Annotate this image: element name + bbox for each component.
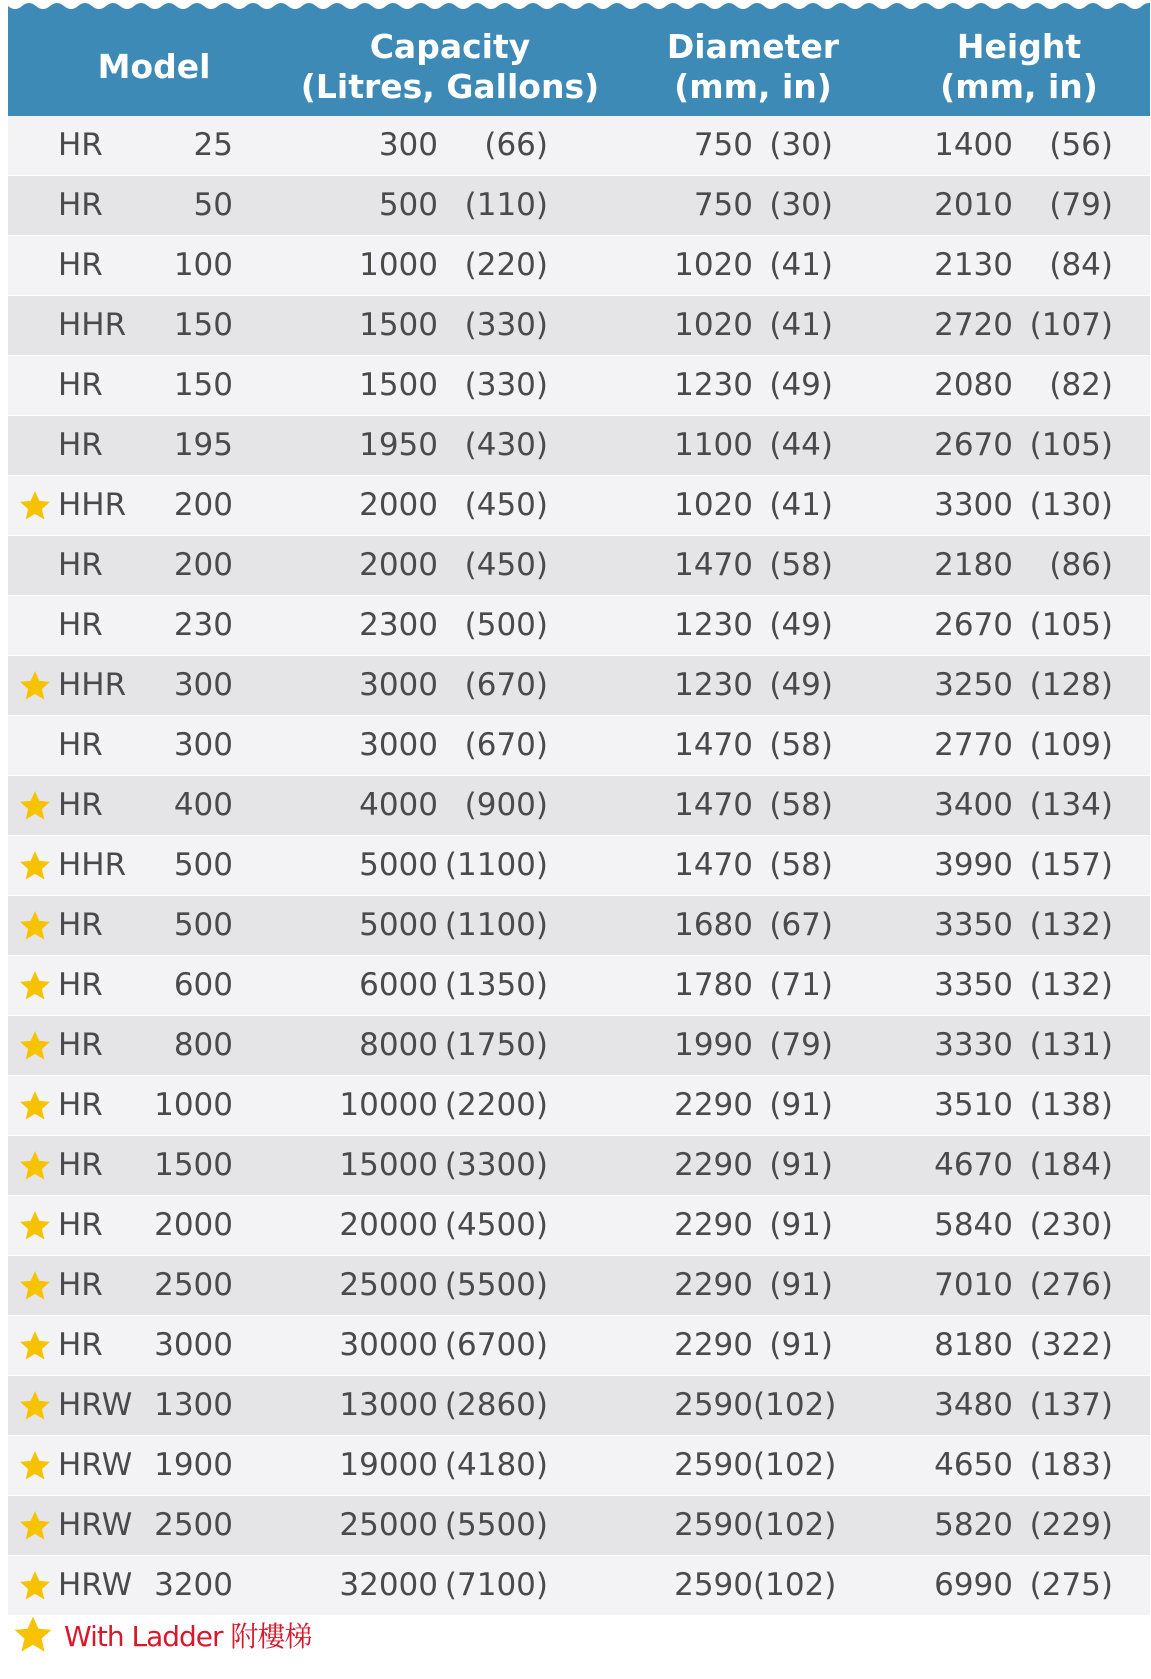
diameter-mm: 1470 (674, 547, 753, 583)
model-number: 100 (173, 247, 233, 283)
height-in: (229) (1029, 1507, 1113, 1543)
diameter-in: (30) (769, 187, 833, 223)
model-number: 1900 (154, 1447, 233, 1483)
diameter-mm: 1020 (674, 307, 753, 343)
height-mm: 3400 (934, 787, 1013, 823)
capacity-litres: 1500 (359, 367, 438, 403)
star-icon (18, 1269, 52, 1303)
height-in: (86) (1049, 547, 1113, 583)
capacity-gallons: (450) (464, 487, 548, 523)
capacity-litres: 4000 (359, 787, 438, 823)
model-number: 2500 (154, 1507, 233, 1543)
height-mm: 2010 (934, 187, 1013, 223)
header-capacity (300, 22, 600, 112)
height-in: (109) (1029, 727, 1113, 763)
model-prefix: HR (58, 427, 103, 463)
model-number: 2000 (154, 1207, 233, 1243)
diameter-in: (49) (769, 367, 833, 403)
star-icon (12, 1614, 54, 1656)
capacity-litres: 5000 (359, 847, 438, 883)
wave-border (8, 0, 1150, 18)
table-row (8, 176, 1150, 236)
capacity-litres: 10000 (339, 1087, 438, 1123)
table-row (8, 296, 1150, 356)
height-mm: 8180 (934, 1327, 1013, 1363)
table-row (8, 476, 1150, 536)
diameter-in: (49) (769, 667, 833, 703)
model-prefix: HR (58, 1087, 103, 1123)
table-row (8, 1076, 1150, 1136)
model-prefix: HRW (58, 1507, 133, 1543)
height-mm: 3250 (934, 667, 1013, 703)
diameter-mm: 1020 (674, 247, 753, 283)
capacity-gallons: (6700) (444, 1327, 548, 1363)
diameter-in: (71) (769, 967, 833, 1003)
diameter-mm: 2590 (674, 1567, 753, 1603)
capacity-litres: 13000 (339, 1387, 438, 1423)
capacity-gallons: (330) (464, 367, 548, 403)
capacity-gallons: (4500) (444, 1207, 548, 1243)
capacity-litres: 1500 (359, 307, 438, 343)
capacity-gallons: (1350) (444, 967, 548, 1003)
diameter-mm: 1230 (674, 607, 753, 643)
diameter-mm: 2590 (674, 1447, 753, 1483)
height-in: (105) (1029, 427, 1113, 463)
height-mm: 2180 (934, 547, 1013, 583)
table-row (8, 536, 1150, 596)
capacity-gallons: (1750) (444, 1027, 548, 1063)
height-in: (79) (1049, 187, 1113, 223)
diameter-in: (91) (769, 1087, 833, 1123)
table-row (8, 236, 1150, 296)
height-mm: 6990 (934, 1567, 1013, 1603)
diameter-in: (102) (753, 1447, 837, 1483)
model-number: 150 (173, 367, 233, 403)
capacity-gallons: (500) (464, 607, 548, 643)
model-prefix: HR (58, 367, 103, 403)
model-number: 3000 (154, 1327, 233, 1363)
diameter-in: (91) (769, 1267, 833, 1303)
capacity-gallons: (66) (484, 127, 548, 163)
diameter-in: (67) (769, 907, 833, 943)
table-row (8, 1196, 1150, 1256)
star-icon (18, 1329, 52, 1363)
model-number: 200 (173, 547, 233, 583)
diameter-mm: 1020 (674, 487, 753, 523)
table-row (8, 1376, 1150, 1436)
diameter-in: (41) (769, 247, 833, 283)
model-prefix: HR (58, 247, 103, 283)
table-row (8, 776, 1150, 836)
height-mm: 2130 (934, 247, 1013, 283)
capacity-gallons: (1100) (444, 907, 548, 943)
capacity-gallons: (900) (464, 787, 548, 823)
table-row (8, 596, 1150, 656)
capacity-litres: 30000 (339, 1327, 438, 1363)
legend (12, 1610, 311, 1660)
model-number: 600 (173, 967, 233, 1003)
diameter-mm: 1990 (674, 1027, 753, 1063)
table-row (8, 1496, 1150, 1556)
model-number: 230 (173, 607, 233, 643)
table-row (8, 1316, 1150, 1376)
table-row (8, 356, 1150, 416)
height-in: (130) (1029, 487, 1113, 523)
diameter-in: (44) (769, 427, 833, 463)
diameter-in: (58) (769, 847, 833, 883)
star-icon (18, 1149, 52, 1183)
table-row (8, 116, 1150, 176)
model-prefix: HR (58, 547, 103, 583)
capacity-gallons: (670) (464, 667, 548, 703)
model-prefix: HR (58, 1267, 103, 1303)
header-diameter-units: (mm, in) (674, 67, 832, 106)
capacity-gallons: (2860) (444, 1387, 548, 1423)
model-number: 300 (173, 667, 233, 703)
diameter-mm: 1470 (674, 787, 753, 823)
height-in: (105) (1029, 607, 1113, 643)
model-prefix: HR (58, 1027, 103, 1063)
model-number: 800 (173, 1027, 233, 1063)
height-in: (137) (1029, 1387, 1113, 1423)
header-height-units: (mm, in) (940, 67, 1098, 106)
capacity-litres: 500 (378, 187, 438, 223)
capacity-litres: 1000 (359, 247, 438, 283)
diameter-mm: 1230 (674, 367, 753, 403)
model-number: 500 (173, 847, 233, 883)
height-mm: 2080 (934, 367, 1013, 403)
capacity-litres: 8000 (359, 1027, 438, 1063)
diameter-in: (91) (769, 1327, 833, 1363)
diameter-in: (49) (769, 607, 833, 643)
height-in: (230) (1029, 1207, 1113, 1243)
model-number: 200 (173, 487, 233, 523)
diameter-in: (91) (769, 1147, 833, 1183)
star-icon (18, 669, 52, 703)
model-prefix: HHR (58, 847, 127, 883)
header-height (888, 22, 1150, 112)
header-diameter (618, 22, 888, 112)
height-mm: 5840 (934, 1207, 1013, 1243)
model-prefix: HR (58, 1327, 103, 1363)
legend-text: With Ladder 附樓梯 (64, 1620, 312, 1653)
diameter-mm: 1230 (674, 667, 753, 703)
star-icon (18, 789, 52, 823)
capacity-gallons: (450) (464, 547, 548, 583)
capacity-litres: 2000 (359, 487, 438, 523)
diameter-in: (102) (753, 1507, 837, 1543)
capacity-litres: 20000 (339, 1207, 438, 1243)
capacity-litres: 5000 (359, 907, 438, 943)
table-row (8, 1436, 1150, 1496)
table-row (8, 1556, 1150, 1616)
model-prefix: HRW (58, 1387, 133, 1423)
capacity-litres: 3000 (359, 667, 438, 703)
model-prefix: HR (58, 967, 103, 1003)
height-mm: 2670 (934, 427, 1013, 463)
star-icon (18, 969, 52, 1003)
capacity-gallons: (5500) (444, 1507, 548, 1543)
height-mm: 4650 (934, 1447, 1013, 1483)
capacity-litres: 3000 (359, 727, 438, 763)
model-prefix: HR (58, 127, 103, 163)
capacity-gallons: (1100) (444, 847, 548, 883)
height-mm: 7010 (934, 1267, 1013, 1303)
capacity-litres: 19000 (339, 1447, 438, 1483)
model-number: 300 (173, 727, 233, 763)
capacity-gallons: (430) (464, 427, 548, 463)
table-body (8, 116, 1150, 1616)
diameter-mm: 1470 (674, 847, 753, 883)
capacity-litres: 15000 (339, 1147, 438, 1183)
capacity-litres: 300 (378, 127, 438, 163)
diameter-mm: 2590 (674, 1507, 753, 1543)
height-mm: 2670 (934, 607, 1013, 643)
model-prefix: HHR (58, 667, 127, 703)
table-row (8, 716, 1150, 776)
capacity-litres: 6000 (359, 967, 438, 1003)
star-icon (18, 849, 52, 883)
diameter-in: (41) (769, 307, 833, 343)
table-row (8, 1016, 1150, 1076)
height-mm: 3350 (934, 967, 1013, 1003)
model-prefix: HR (58, 907, 103, 943)
height-mm: 5820 (934, 1507, 1013, 1543)
table-row (8, 1256, 1150, 1316)
model-prefix: HR (58, 1147, 103, 1183)
height-mm: 1400 (934, 127, 1013, 163)
capacity-gallons: (110) (464, 187, 548, 223)
diameter-in: (30) (769, 127, 833, 163)
model-number: 1000 (154, 1087, 233, 1123)
capacity-litres: 32000 (339, 1567, 438, 1603)
diameter-in: (102) (753, 1567, 837, 1603)
table-row (8, 1136, 1150, 1196)
model-prefix: HR (58, 727, 103, 763)
height-in: (131) (1029, 1027, 1113, 1063)
table-row (8, 896, 1150, 956)
diameter-mm: 1470 (674, 727, 753, 763)
height-in: (132) (1029, 907, 1113, 943)
capacity-gallons: (3300) (444, 1147, 548, 1183)
height-mm: 2720 (934, 307, 1013, 343)
capacity-litres: 2300 (359, 607, 438, 643)
height-in: (84) (1049, 247, 1113, 283)
height-in: (128) (1029, 667, 1113, 703)
height-in: (107) (1029, 307, 1113, 343)
star-icon (18, 1029, 52, 1063)
height-mm: 3350 (934, 907, 1013, 943)
height-mm: 3300 (934, 487, 1013, 523)
height-in: (276) (1029, 1267, 1113, 1303)
table-row (8, 416, 1150, 476)
height-mm: 4670 (934, 1147, 1013, 1183)
capacity-gallons: (2200) (444, 1087, 548, 1123)
diameter-mm: 2290 (674, 1267, 753, 1303)
star-icon (18, 1209, 52, 1243)
table-row (8, 956, 1150, 1016)
header-capacity-label: Capacity (369, 27, 531, 66)
diameter-in: (58) (769, 727, 833, 763)
header-height-label: Height (956, 27, 1082, 66)
capacity-litres: 1950 (359, 427, 438, 463)
diameter-in: (41) (769, 487, 833, 523)
capacity-litres: 25000 (339, 1267, 438, 1303)
model-number: 500 (173, 907, 233, 943)
table-row (8, 656, 1150, 716)
diameter-mm: 2290 (674, 1207, 753, 1243)
height-in: (322) (1029, 1327, 1113, 1363)
model-number: 1500 (154, 1147, 233, 1183)
height-in: (157) (1029, 847, 1113, 883)
height-mm: 3480 (934, 1387, 1013, 1423)
capacity-litres: 2000 (359, 547, 438, 583)
capacity-litres: 25000 (339, 1507, 438, 1543)
height-in: (183) (1029, 1447, 1113, 1483)
model-prefix: HR (58, 187, 103, 223)
spec-table (8, 0, 1150, 1616)
model-prefix: HR (58, 787, 103, 823)
height-in: (132) (1029, 967, 1113, 1003)
capacity-gallons: (330) (464, 307, 548, 343)
star-icon (18, 1569, 52, 1603)
star-icon (18, 909, 52, 943)
diameter-mm: 1100 (674, 427, 753, 463)
capacity-gallons: (670) (464, 727, 548, 763)
diameter-mm: 1780 (674, 967, 753, 1003)
model-prefix: HHR (58, 487, 127, 523)
capacity-gallons: (4180) (444, 1447, 548, 1483)
star-icon (18, 489, 52, 523)
diameter-mm: 2290 (674, 1327, 753, 1363)
height-mm: 2770 (934, 727, 1013, 763)
star-icon (18, 1089, 52, 1123)
model-number: 150 (173, 307, 233, 343)
model-number: 2500 (154, 1267, 233, 1303)
model-prefix: HR (58, 1207, 103, 1243)
diameter-mm: 2290 (674, 1147, 753, 1183)
diameter-mm: 750 (693, 127, 753, 163)
header-model-label: Model (97, 47, 211, 86)
diameter-in: (58) (769, 787, 833, 823)
capacity-gallons: (220) (464, 247, 548, 283)
diameter-mm: 2290 (674, 1087, 753, 1123)
model-number: 50 (193, 187, 233, 223)
model-prefix: HHR (58, 307, 127, 343)
height-mm: 3330 (934, 1027, 1013, 1063)
height-in: (134) (1029, 787, 1113, 823)
height-in: (138) (1029, 1087, 1113, 1123)
capacity-gallons: (5500) (444, 1267, 548, 1303)
diameter-mm: 750 (693, 187, 753, 223)
model-number: 1300 (154, 1387, 233, 1423)
height-in: (82) (1049, 367, 1113, 403)
height-in: (184) (1029, 1147, 1113, 1183)
model-number: 3200 (154, 1567, 233, 1603)
diameter-in: (79) (769, 1027, 833, 1063)
diameter-mm: 2590 (674, 1387, 753, 1423)
table-row (8, 836, 1150, 896)
diameter-in: (91) (769, 1207, 833, 1243)
diameter-in: (58) (769, 547, 833, 583)
star-icon (18, 1509, 52, 1543)
model-prefix: HRW (58, 1567, 133, 1603)
model-number: 400 (173, 787, 233, 823)
height-mm: 3510 (934, 1087, 1013, 1123)
header-model (8, 22, 300, 112)
height-in: (275) (1029, 1567, 1113, 1603)
height-mm: 3990 (934, 847, 1013, 883)
model-number: 195 (173, 427, 233, 463)
model-prefix: HR (58, 607, 103, 643)
capacity-gallons: (7100) (444, 1567, 548, 1603)
star-icon (18, 1449, 52, 1483)
table-header (8, 0, 1150, 116)
model-prefix: HRW (58, 1447, 133, 1483)
height-in: (56) (1049, 127, 1113, 163)
header-diameter-label: Diameter (666, 27, 840, 66)
diameter-mm: 1680 (674, 907, 753, 943)
header-capacity-units: (Litres, Gallons) (300, 67, 600, 106)
star-icon (18, 1389, 52, 1423)
diameter-in: (102) (753, 1387, 837, 1423)
model-number: 25 (193, 127, 233, 163)
